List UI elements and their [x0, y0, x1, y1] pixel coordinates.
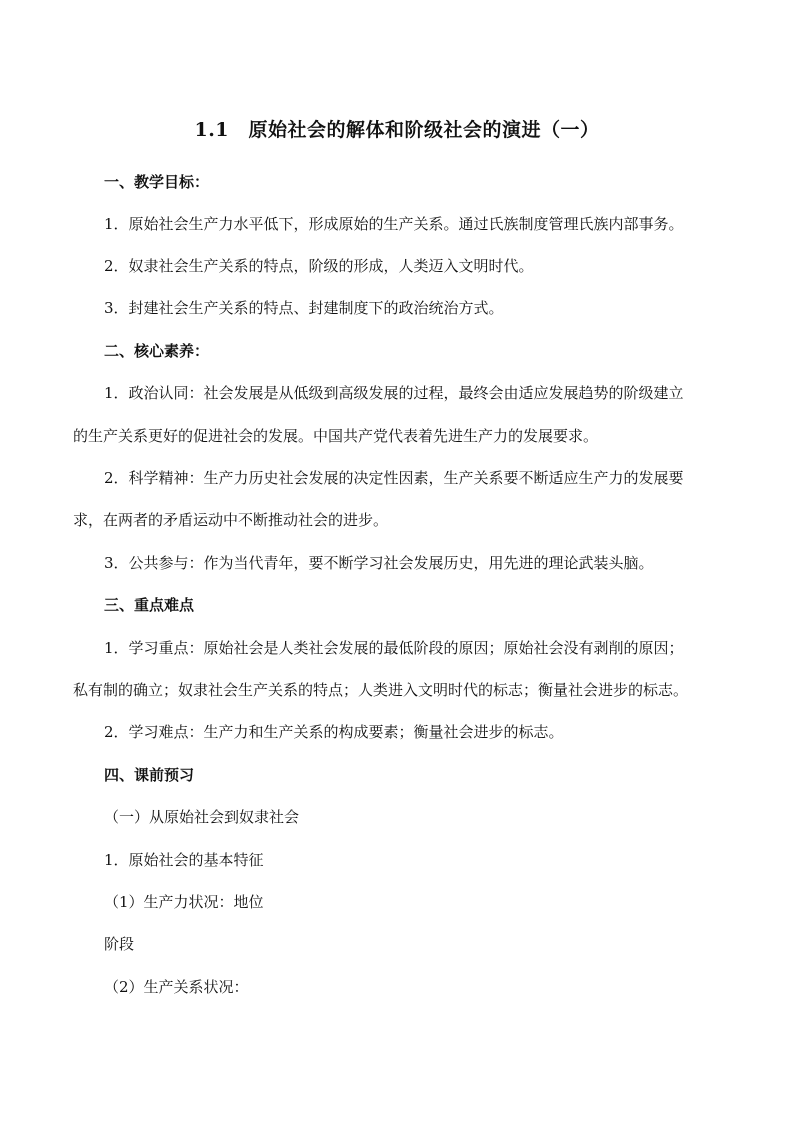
paragraph-line: （1）生产力状况：地位: [104, 893, 264, 911]
paragraph-line: 2．学习难点：生产力和生产关系的构成要素；衡量社会进步的标志。: [104, 723, 564, 741]
paragraph-line: 1．原始社会生产力水平低下，形成原始的生产关系。通过氏族制度管理氏族内部事务。: [104, 215, 684, 233]
section-heading-preview: 四、课前预习: [104, 766, 195, 784]
paragraph-line: 求，在两者的矛盾运动中不断推动社会的进步。: [73, 511, 389, 529]
paragraph-line: 3．封建社会生产关系的特点、封建制度下的政治统治方式。: [104, 299, 504, 317]
section-heading-key-points: 三、重点难点: [104, 596, 195, 614]
section-heading-core-literacy: 二、核心素养：: [104, 342, 210, 360]
paragraph-line: 2．科学精神：生产力历史社会发展的决定性因素，生产关系要不断适应生产力的发展要: [104, 469, 684, 487]
subsection-heading: （一）从原始社会到奴隶社会: [104, 808, 300, 826]
section-heading-teaching-objectives: 一、教学目标：: [104, 173, 210, 191]
paragraph-line: （2）生产关系状况：: [104, 978, 249, 996]
paragraph-line: 3．公共参与：作为当代青年，要不断学习社会发展历史，用先进的理论武装头脑。: [104, 554, 654, 572]
paragraph-line: 1．原始社会的基本特征: [104, 851, 264, 869]
paragraph-line: 1．学习重点：原始社会是人类社会发展的最低阶段的原因；原始社会没有剥削的原因；: [104, 639, 684, 657]
paragraph-line: 阶段: [104, 935, 135, 953]
paragraph-line: 2．奴隶社会生产关系的特点，阶级的形成，人类迈入文明时代。: [104, 257, 534, 275]
paragraph-line: 1．政治认同：社会发展是从低级到高级发展的过程，最终会由适应发展趋势的阶级建立: [104, 384, 684, 402]
document-title: 1.1 原始社会的解体和阶级社会的演进（一）: [194, 119, 600, 141]
paragraph-line: 的生产关系更好的促进社会的发展。中国共产党代表着先进生产力的发展要求。: [73, 427, 599, 445]
paragraph-line: 私有制的确立；奴隶社会生产关系的特点；人类进入文明时代的标志；衡量社会进步的标志。: [73, 681, 689, 699]
